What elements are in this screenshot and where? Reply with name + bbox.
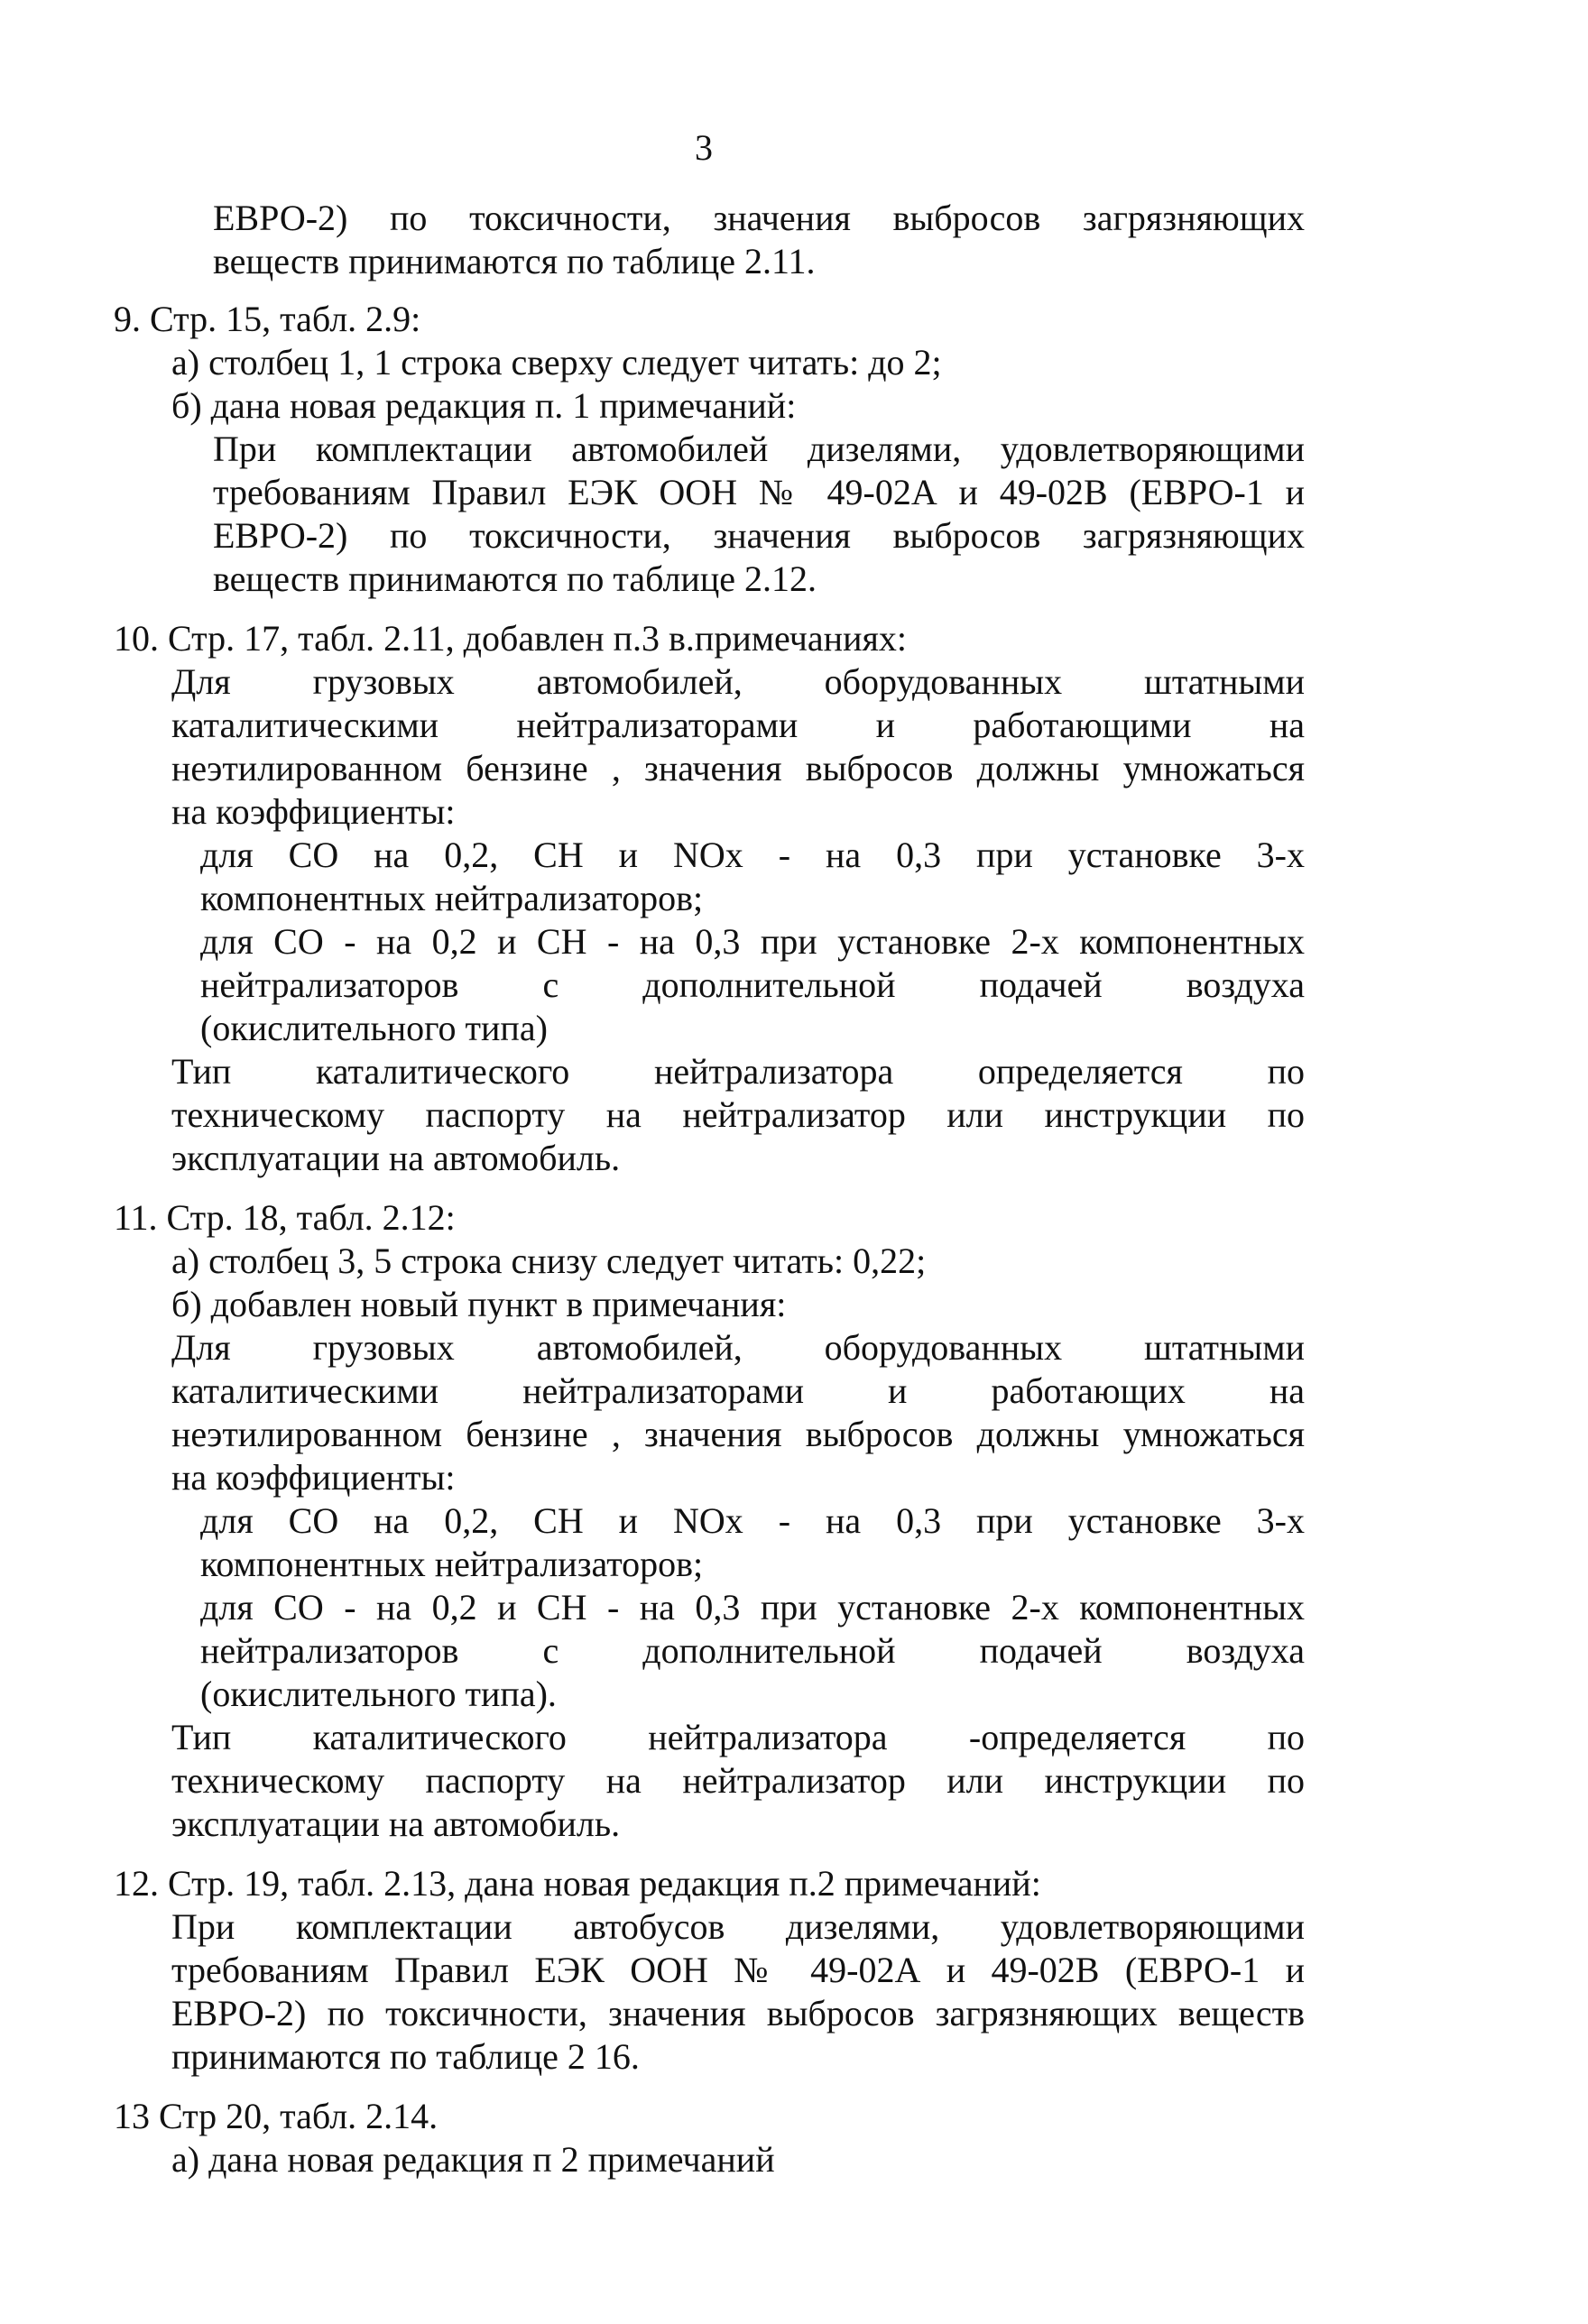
text-line: неэтилированном бензине , значения выбросов должны умножаться	[171, 748, 1305, 788]
text-line: для СО на 0,2, СН и NOх - на 0,3 при установке 3-х	[200, 835, 1305, 875]
text-line: Тип каталитического нейтрализатора -определяется по	[171, 1717, 1305, 1757]
text-line: б) дана новая редакция п. 1 примечаний:	[171, 385, 797, 426]
text-line: нейтрализаторов с дополнительной подачей воздуха	[200, 964, 1305, 1005]
item-heading: 11. Стр. 18, табл. 2.12:	[114, 1197, 456, 1238]
text-line: техническому паспорту на нейтрализатор или инструкции по	[171, 1094, 1305, 1135]
text-line: а) дана новая редакция п 2 примечаний	[171, 2139, 775, 2180]
text-line: принимаются по таблице 2 16.	[171, 2036, 640, 2077]
page-number: 3	[695, 127, 713, 168]
item-heading: 12. Стр. 19, табл. 2.13, дана новая редакция п.2 примечаний:	[114, 1863, 1041, 1904]
text-line: веществ принимаются по таблице 2.11.	[213, 241, 816, 281]
text-line: Для грузовых автомобилей, оборудованных штатными	[171, 1327, 1305, 1368]
text-line: веществ принимаются по таблице 2.12.	[213, 558, 817, 599]
text-line: ЕВРО-2) по токсичности, значения выбросов загрязняющих	[213, 515, 1305, 556]
text-line: а) столбец 3, 5 строка снизу следует читать: 0,22;	[171, 1240, 927, 1281]
text-line: для СО - на 0,2 и СН - на 0,3 при установке 2-х компонентных	[200, 1587, 1305, 1628]
text-line: техническому паспорту на нейтрализатор или инструкции по	[171, 1760, 1305, 1801]
item-heading: 10. Стр. 17, табл. 2.11, добавлен п.3 в.примечаниях:	[114, 618, 907, 659]
text-line: компонентных нейтрализаторов;	[200, 878, 704, 918]
text-line: требованиям Правил ЕЭК ООН № 49-02А и 49-02В (ЕВРО-1 и	[171, 1950, 1305, 1990]
text-line: для СО на 0,2, СН и NOх - на 0,3 при установке 3-х	[200, 1500, 1305, 1541]
text-line: требованиям Правил ЕЭК ООН № 49-02А и 49-02В (ЕВРО-1 и	[213, 472, 1305, 512]
text-line: каталитическими нейтрализаторами и работающими на	[171, 705, 1305, 745]
text-line: (окислительного типа)	[200, 1008, 548, 1048]
text-line: для СО - на 0,2 и СН - на 0,3 при установке 2-х компонентных	[200, 921, 1305, 962]
text-line: Для грузовых автомобилей, оборудованных штатными	[171, 661, 1305, 702]
text-line: нейтрализаторов с дополнительной подачей воздуха	[200, 1630, 1305, 1671]
text-line: на коэффициенты:	[171, 791, 456, 832]
text-line: каталитическими нейтрализаторами и работающих на	[171, 1370, 1305, 1411]
item-heading: 13 Стр 20, табл. 2.14.	[114, 2096, 439, 2136]
text-line: ЕВРО-2) по токсичности, значения выбросов загрязняющих веществ	[171, 1993, 1305, 2034]
item-heading: 9. Стр. 15, табл. 2.9:	[114, 299, 421, 339]
text-line: ЕВРО-2) по токсичности, значения выбросов загрязняющих	[213, 198, 1305, 238]
text-line: б) добавлен новый пункт в примечания:	[171, 1284, 787, 1324]
text-line: эксплуатации на автомобиль.	[171, 1803, 621, 1844]
text-line: на коэффициенты:	[171, 1457, 456, 1498]
text-line: (окислительного типа).	[200, 1674, 557, 1714]
text-line: эксплуатации на автомобиль.	[171, 1138, 621, 1178]
text-line: При комплектации автобусов дизелями, удовлетворяющими	[171, 1906, 1305, 1947]
text-line: При комплектации автомобилей дизелями, удовлетворяющими	[213, 429, 1305, 469]
text-line: компонентных нейтрализаторов;	[200, 1544, 704, 1584]
text-line: Тип каталитического нейтрализатора определяется по	[171, 1051, 1305, 1092]
text-line: неэтилированном бензине , значения выбросов должны умножаться	[171, 1414, 1305, 1454]
text-line: а) столбец 1, 1 строка сверху следует читать: до 2;	[171, 342, 942, 383]
